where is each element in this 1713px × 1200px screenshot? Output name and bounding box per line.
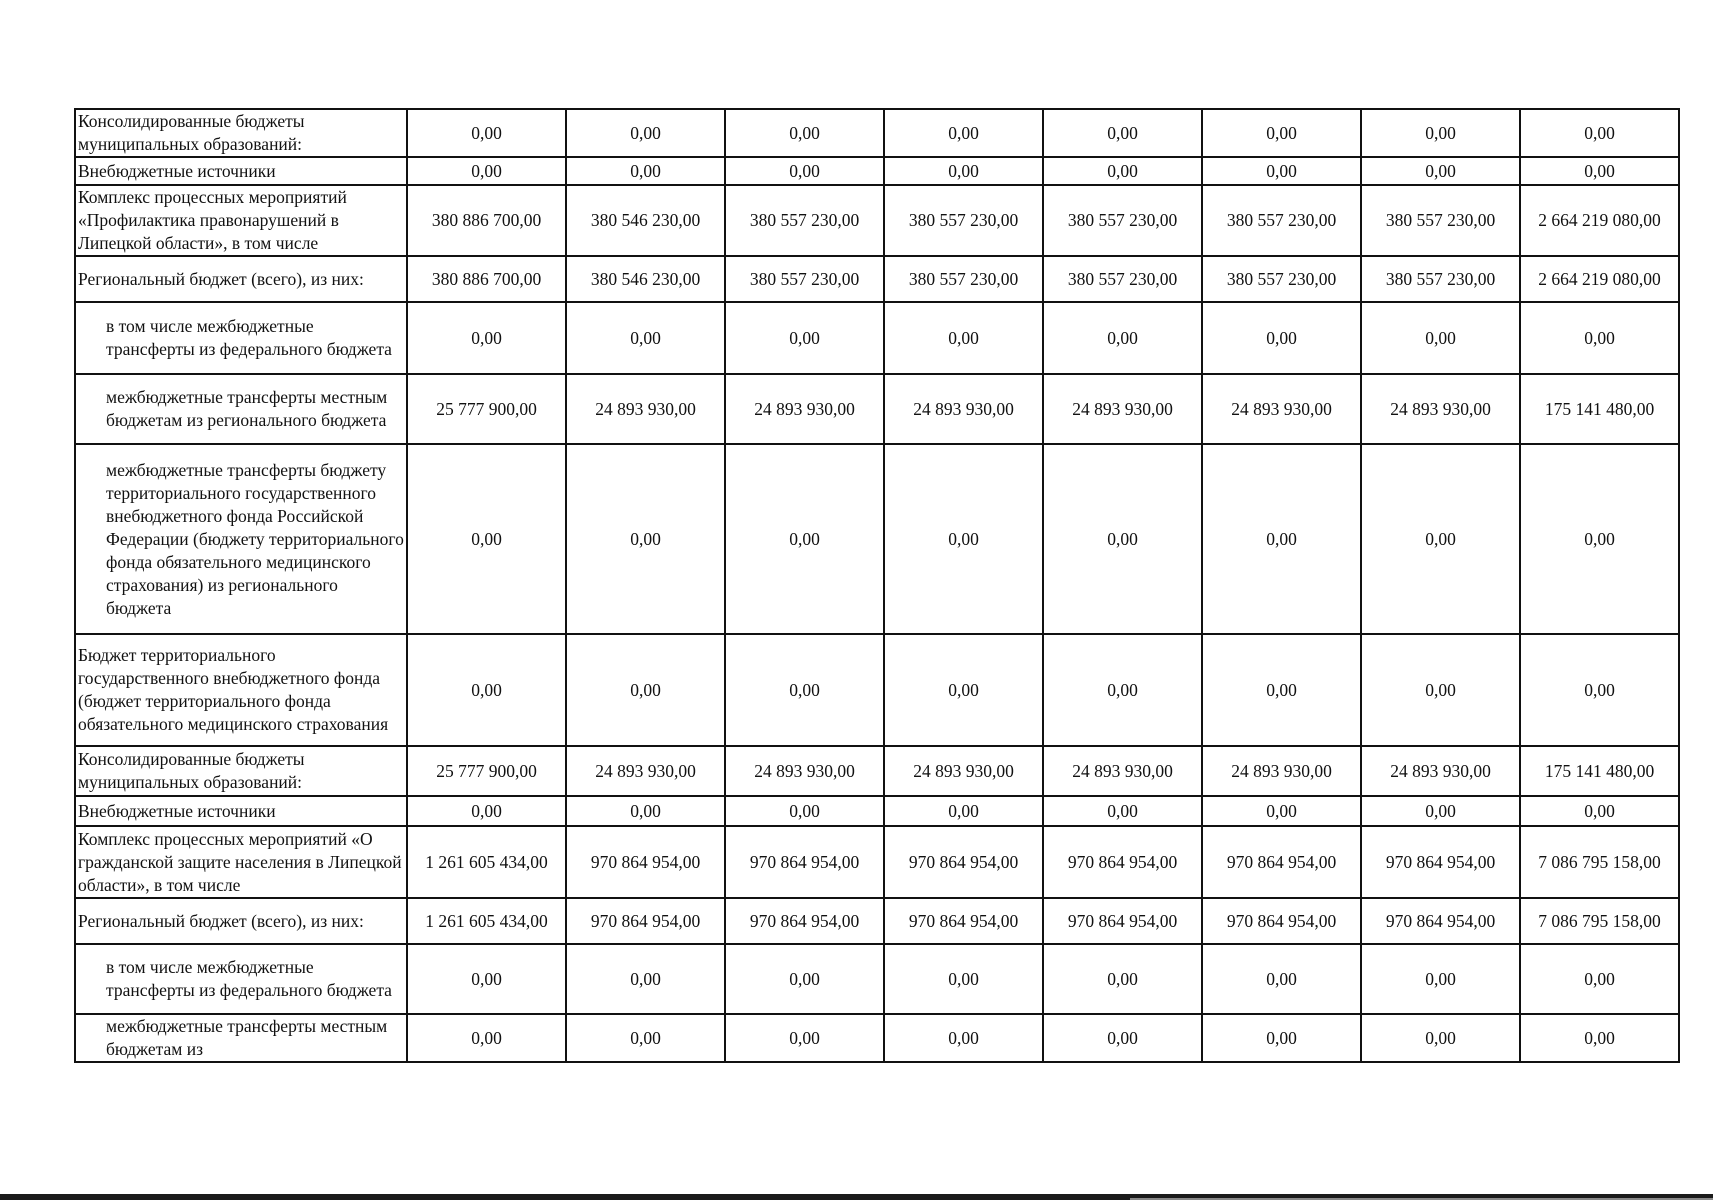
table-row (75, 944, 1679, 1014)
year-value: 25 777 900,00 (407, 746, 566, 796)
row-label: в том числе межбюджетные трансферты из федерального бюджета (75, 944, 407, 1014)
row-label: Бюджет территориального государственного внебюджетного фонда (бюджет территориального фонда обязательного медицинского страхования (75, 634, 407, 746)
year-value: 970 864 954,00 (1361, 826, 1520, 898)
year-value: 0,00 (1043, 302, 1202, 374)
year-value: 970 864 954,00 (725, 826, 884, 898)
year-value: 0,00 (1202, 944, 1361, 1014)
row-total-value: 0,00 (1520, 796, 1679, 826)
year-value: 970 864 954,00 (1043, 898, 1202, 944)
year-value: 24 893 930,00 (1202, 746, 1361, 796)
year-value: 0,00 (1202, 109, 1361, 157)
year-value: 0,00 (407, 157, 566, 185)
row-total-value: 2 664 219 080,00 (1520, 185, 1679, 256)
year-value: 0,00 (566, 302, 725, 374)
year-value: 0,00 (1043, 444, 1202, 634)
year-value: 0,00 (407, 302, 566, 374)
budget-sheet (74, 108, 1678, 1063)
row-total-value: 0,00 (1520, 302, 1679, 374)
year-value: 0,00 (1202, 444, 1361, 634)
year-value: 24 893 930,00 (1361, 374, 1520, 444)
year-value: 0,00 (566, 944, 725, 1014)
year-value: 0,00 (407, 944, 566, 1014)
year-value: 1 261 605 434,00 (407, 826, 566, 898)
year-value: 0,00 (566, 796, 725, 826)
year-value: 0,00 (1361, 634, 1520, 746)
year-value: 0,00 (725, 157, 884, 185)
row-total-value: 0,00 (1520, 634, 1679, 746)
year-value: 0,00 (1361, 1014, 1520, 1062)
year-value: 24 893 930,00 (884, 374, 1043, 444)
year-value: 0,00 (725, 444, 884, 634)
year-value: 970 864 954,00 (884, 898, 1043, 944)
row-total-value: 7 086 795 158,00 (1520, 898, 1679, 944)
year-value: 24 893 930,00 (566, 374, 725, 444)
year-value: 970 864 954,00 (884, 826, 1043, 898)
row-total-value: 175 141 480,00 (1520, 746, 1679, 796)
year-value: 0,00 (884, 157, 1043, 185)
table-row (75, 444, 1679, 634)
table-row (75, 157, 1679, 185)
table-row (75, 1014, 1679, 1062)
table-row (75, 796, 1679, 826)
year-value: 0,00 (725, 944, 884, 1014)
year-value: 380 557 230,00 (1361, 256, 1520, 302)
year-value: 25 777 900,00 (407, 374, 566, 444)
year-value: 970 864 954,00 (1202, 826, 1361, 898)
year-value: 0,00 (1043, 634, 1202, 746)
year-value: 970 864 954,00 (566, 826, 725, 898)
row-label: Консолидированные бюджеты муниципальных образований: (75, 746, 407, 796)
year-value: 380 886 700,00 (407, 185, 566, 256)
year-value: 970 864 954,00 (1202, 898, 1361, 944)
year-value: 0,00 (725, 302, 884, 374)
budget-table-body (75, 109, 1679, 1062)
row-label: Комплекс процессных мероприятий «О гражданской защите населения в Липецкой области», в том числе (75, 826, 407, 898)
year-value: 0,00 (1202, 796, 1361, 826)
year-value: 0,00 (884, 944, 1043, 1014)
year-value: 0,00 (1202, 302, 1361, 374)
year-value: 380 557 230,00 (1202, 185, 1361, 256)
budget-table (74, 108, 1680, 1063)
year-value: 0,00 (407, 1014, 566, 1062)
row-total-value: 7 086 795 158,00 (1520, 826, 1679, 898)
year-value: 380 557 230,00 (1361, 185, 1520, 256)
year-value: 0,00 (1202, 157, 1361, 185)
row-total-value: 2 664 219 080,00 (1520, 256, 1679, 302)
year-value: 970 864 954,00 (1043, 826, 1202, 898)
table-row (75, 185, 1679, 256)
row-total-value: 175 141 480,00 (1520, 374, 1679, 444)
year-value: 0,00 (1202, 1014, 1361, 1062)
year-value: 0,00 (884, 634, 1043, 746)
year-value: 24 893 930,00 (1202, 374, 1361, 444)
year-value: 380 546 230,00 (566, 185, 725, 256)
year-value: 0,00 (1361, 444, 1520, 634)
year-value: 970 864 954,00 (1361, 898, 1520, 944)
year-value: 0,00 (725, 796, 884, 826)
row-label: межбюджетные трансферты местным бюджетам из регионального бюджета (75, 374, 407, 444)
row-total-value: 0,00 (1520, 944, 1679, 1014)
year-value: 0,00 (407, 109, 566, 157)
year-value: 0,00 (1361, 944, 1520, 1014)
table-row (75, 302, 1679, 374)
table-row (75, 898, 1679, 944)
year-value: 24 893 930,00 (1361, 746, 1520, 796)
row-label: Внебюджетные источники (75, 157, 407, 185)
year-value: 970 864 954,00 (566, 898, 725, 944)
year-value: 0,00 (725, 109, 884, 157)
year-value: 0,00 (566, 444, 725, 634)
year-value: 0,00 (1043, 944, 1202, 1014)
year-value: 0,00 (1043, 796, 1202, 826)
year-value: 0,00 (884, 444, 1043, 634)
table-row (75, 746, 1679, 796)
year-value: 0,00 (884, 109, 1043, 157)
row-total-value: 0,00 (1520, 157, 1679, 185)
table-row (75, 634, 1679, 746)
year-value: 380 557 230,00 (1043, 256, 1202, 302)
year-value: 24 893 930,00 (884, 746, 1043, 796)
year-value: 24 893 930,00 (725, 374, 884, 444)
year-value: 0,00 (566, 109, 725, 157)
year-value: 0,00 (566, 634, 725, 746)
year-value: 0,00 (1361, 109, 1520, 157)
year-value: 380 557 230,00 (884, 185, 1043, 256)
row-label: Комплекс процессных мероприятий «Профилактика правонарушений в Липецкой области», в том числе (75, 185, 407, 256)
year-value: 0,00 (1361, 157, 1520, 185)
year-value: 0,00 (407, 796, 566, 826)
year-value: 0,00 (725, 634, 884, 746)
table-row (75, 374, 1679, 444)
year-value: 0,00 (1043, 1014, 1202, 1062)
year-value: 380 546 230,00 (566, 256, 725, 302)
year-value: 1 261 605 434,00 (407, 898, 566, 944)
year-value: 0,00 (1043, 157, 1202, 185)
row-label: Региональный бюджет (всего), из них: (75, 256, 407, 302)
row-label: межбюджетные трансферты местным бюджетам из (75, 1014, 407, 1062)
row-total-value: 0,00 (1520, 109, 1679, 157)
year-value: 0,00 (725, 1014, 884, 1062)
table-row (75, 256, 1679, 302)
year-value: 380 557 230,00 (1043, 185, 1202, 256)
year-value: 380 557 230,00 (884, 256, 1043, 302)
year-value: 0,00 (884, 1014, 1043, 1062)
row-label: Региональный бюджет (всего), из них: (75, 898, 407, 944)
year-value: 0,00 (566, 157, 725, 185)
row-label: Внебюджетные источники (75, 796, 407, 826)
row-total-value: 0,00 (1520, 1014, 1679, 1062)
year-value: 0,00 (884, 796, 1043, 826)
year-value: 380 557 230,00 (725, 185, 884, 256)
year-value: 970 864 954,00 (725, 898, 884, 944)
year-value: 0,00 (884, 302, 1043, 374)
year-value: 0,00 (1361, 796, 1520, 826)
row-label: межбюджетные трансферты бюджету территориального государственного внебюджетного фонда Российской Федерации (бюджету территориального фонда обязательного медицинского страхования) из регионального бюджета (75, 444, 407, 634)
year-value: 0,00 (407, 634, 566, 746)
year-value: 24 893 930,00 (1043, 746, 1202, 796)
year-value: 380 557 230,00 (1202, 256, 1361, 302)
row-label: в том числе межбюджетные трансферты из федерального бюджета (75, 302, 407, 374)
row-total-value: 0,00 (1520, 444, 1679, 634)
table-row (75, 109, 1679, 157)
row-label: Консолидированные бюджеты муниципальных образований: (75, 109, 407, 157)
year-value: 24 893 930,00 (725, 746, 884, 796)
year-value: 24 893 930,00 (1043, 374, 1202, 444)
year-value: 0,00 (566, 1014, 725, 1062)
table-row (75, 826, 1679, 898)
year-value: 24 893 930,00 (566, 746, 725, 796)
year-value: 0,00 (1361, 302, 1520, 374)
year-value: 0,00 (407, 444, 566, 634)
year-value: 380 886 700,00 (407, 256, 566, 302)
year-value: 380 557 230,00 (725, 256, 884, 302)
year-value: 0,00 (1043, 109, 1202, 157)
year-value: 0,00 (1202, 634, 1361, 746)
